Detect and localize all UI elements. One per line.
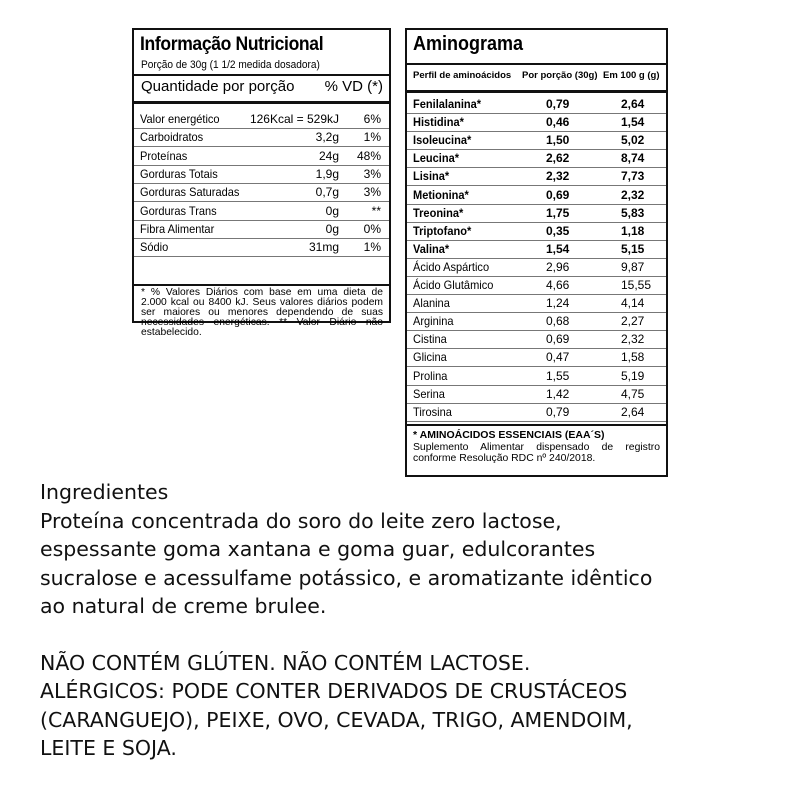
amino-acid-name: Prolina	[413, 368, 448, 383]
nutrient-amount: 24g	[318, 148, 339, 163]
nutrient-label: Proteínas	[140, 148, 188, 163]
amino-acid-per-100g: 5,02	[621, 133, 645, 148]
amino-acid-name: Valina*	[413, 241, 450, 256]
amino-acid-name: Fenilalanina*	[413, 97, 482, 111]
nutrient-daily-value: 3%	[363, 166, 381, 181]
allergen-warning-line: NÃO CONTÉM GLÚTEN. NÃO CONTÉM LACTOSE.	[40, 650, 531, 675]
daily-value-header: % VD (*)	[324, 78, 383, 95]
amino-acid-per-portion: 1,42	[546, 386, 570, 401]
supplement-note: Suplemento Alimentar dispensado de registro conforme Resolução RDC nº 240/2018.	[413, 442, 660, 464]
nutrient-daily-value: 3%	[363, 185, 381, 200]
amino-acid-per-100g: 1,58	[621, 350, 645, 365]
allergen-warning-line: ALÉRGICOS: PODE CONTER DERIVADOS DE CRUSTÁCEOS	[40, 679, 628, 703]
amino-acid-name: Ácido Aspártico	[413, 259, 490, 274]
nutrient-amount: 126Kcal = 529kJ	[249, 112, 339, 126]
aminogram-column-headers	[407, 70, 666, 84]
amino-acid-row	[407, 367, 666, 386]
nutrient-label: Sódio	[140, 240, 169, 255]
amino-acid-per-100g: 2,32	[621, 332, 645, 347]
amino-acid-name: Serina	[413, 386, 445, 401]
amino-acid-row	[407, 312, 666, 331]
spacer	[40, 621, 780, 649]
quantity-header: Quantidade por porção	[141, 78, 295, 95]
amino-acid-per-portion: 1,24	[546, 296, 570, 311]
amino-acid-per-portion: 0,35	[546, 223, 570, 238]
divider	[134, 101, 389, 104]
amino-acid-per-portion: 2,96	[546, 259, 570, 274]
nutrition-row	[134, 165, 389, 184]
amino-acid-per-100g: 1,54	[621, 115, 645, 130]
amino-acid-per-portion: 0,79	[546, 97, 570, 111]
amino-acid-name: Alanina	[413, 296, 450, 311]
nutrition-row	[134, 128, 389, 147]
amino-acid-row	[407, 204, 666, 223]
amino-acid-per-100g: 8,74	[621, 151, 645, 166]
amino-acid-name: Triptofano*	[413, 223, 472, 238]
nutrient-daily-value: 48%	[356, 148, 381, 163]
ingredients-line: sucralose e acessulfame potássico, e aromatizante idêntico	[40, 565, 653, 590]
amino-acid-name: Leucina*	[413, 151, 460, 166]
nutrient-daily-value: 1%	[363, 240, 381, 255]
amino-acid-per-portion: 2,62	[546, 151, 570, 166]
amino-acid-per-portion: 1,55	[546, 368, 570, 383]
ingredients-line: espessante goma xantana e goma guar, edulcorantes	[40, 537, 596, 561]
ingredients-section	[40, 478, 780, 763]
amino-acid-per-portion: 1,50	[546, 133, 570, 148]
amino-acid-per-100g: 2,64	[621, 97, 645, 111]
nutrient-amount: 0,7g	[315, 185, 339, 200]
amino-acid-per-100g: 2,32	[621, 187, 645, 202]
nutrient-label: Carboidratos	[140, 130, 204, 145]
amino-acid-name: Metionina*	[413, 187, 469, 202]
amino-acid-per-portion: 1,54	[546, 241, 570, 256]
amino-acid-row	[407, 258, 666, 277]
divider	[407, 63, 666, 65]
amino-acid-row	[407, 276, 666, 295]
amino-acid-name: Ácido Glutâmico	[413, 278, 494, 292]
amino-acid-row	[407, 186, 666, 205]
amino-acid-per-100g: 2,64	[621, 404, 645, 419]
nutrition-facts-panel	[132, 28, 391, 338]
amino-acid-per-portion: 0,47	[546, 350, 570, 365]
divider	[134, 284, 389, 286]
amino-acid-row	[407, 131, 666, 150]
amino-acid-row	[407, 113, 666, 132]
column-profile: Perfil de aminoácidos	[413, 70, 512, 81]
amino-acid-row	[407, 167, 666, 186]
eaa-note: * AMINOÁCIDOS ESSENCIAIS (EAA´S)	[413, 429, 605, 441]
amino-acid-per-100g: 2,27	[621, 314, 645, 329]
divider	[407, 424, 666, 426]
amino-acid-name: Lisina*	[413, 169, 450, 184]
aminogram-title: Aminograma	[413, 33, 524, 55]
nutrient-label: Gorduras Totais	[140, 166, 218, 181]
amino-acid-name: Cistina	[413, 332, 447, 347]
amino-acid-per-portion: 4,66	[546, 278, 570, 292]
nutrition-row	[134, 202, 389, 221]
amino-acid-row	[407, 240, 666, 259]
amino-acid-row	[407, 222, 666, 241]
amino-acid-per-portion: 0,69	[546, 332, 570, 347]
nutrition-row	[134, 238, 389, 257]
nutrition-row	[134, 110, 389, 129]
amino-acid-per-100g: 4,75	[621, 386, 645, 401]
amino-acid-per-portion: 0,79	[546, 404, 570, 419]
nutrient-label: Gorduras Saturadas	[140, 185, 240, 200]
nutrient-amount: 0g	[325, 221, 339, 236]
ingredients-heading: Ingredientes	[40, 480, 169, 504]
amino-acid-name: Glicina	[413, 350, 447, 365]
amino-acid-row	[407, 95, 666, 114]
nutrient-label: Gorduras Trans	[140, 203, 217, 218]
nutrient-daily-value: 6%	[363, 112, 381, 126]
amino-acid-name: Isoleucina*	[413, 133, 472, 148]
allergen-warning-line: (CARANGUEJO), PEIXE, OVO, CEVADA, TRIGO, AMENDOIM,	[40, 707, 633, 732]
amino-acid-per-portion: 0,68	[546, 314, 570, 329]
amino-acid-per-portion: 0,69	[546, 187, 570, 202]
amino-acid-per-100g: 7,73	[621, 169, 645, 184]
divider	[407, 90, 666, 93]
nutrition-row	[134, 147, 389, 166]
amino-acid-per-portion: 1,75	[546, 205, 570, 220]
column-per-100g: Em 100 g (g)	[603, 70, 660, 81]
amino-acid-per-100g: 5,19	[621, 368, 645, 383]
allergen-warning-line: LEITE E SOJA.	[40, 736, 177, 760]
divider	[134, 74, 389, 76]
nutrient-amount: 0g	[325, 203, 339, 218]
amino-acid-row	[407, 294, 666, 313]
amino-acid-per-100g: 5,83	[621, 205, 645, 220]
amino-acid-per-100g: 9,87	[621, 259, 645, 274]
amino-acid-row	[407, 403, 666, 422]
nutrient-label: Valor energético	[140, 112, 220, 126]
nutrient-amount: 31mg	[308, 240, 339, 255]
nutrient-amount: 1,9g	[315, 166, 339, 181]
nutrition-footnote: * % Valores Diários com base em uma dieta de 2.000 kcal ou 8400 kJ. Seus valores diários podem ser maiores ou menores dependendo de suas necessidades energéticas. ** Valor Diário não estabelecido.	[141, 287, 383, 338]
nutrition-title: Informação Nutricional	[140, 33, 324, 55]
nutrition-row	[134, 220, 389, 239]
serving-size: Porção de 30g (1 1/2 medida dosadora)	[141, 59, 320, 71]
amino-acid-row	[407, 330, 666, 349]
amino-acid-per-portion: 2,32	[546, 169, 570, 184]
nutrient-daily-value: **	[371, 203, 381, 218]
nutrition-row	[134, 183, 389, 202]
ingredients-line: ao natural de creme brulee.	[40, 594, 327, 618]
amino-acid-name: Arginina	[413, 314, 454, 329]
nutrient-amount: 3,2g	[315, 130, 339, 145]
column-per-portion: Por porção (30g)	[522, 70, 598, 81]
amino-acid-per-100g: 1,18	[621, 223, 645, 238]
amino-acid-per-portion: 0,46	[546, 115, 570, 130]
amino-acid-per-100g: 15,55	[621, 278, 652, 292]
nutrient-daily-value: 0%	[363, 221, 381, 236]
amino-acid-name: Histidina*	[413, 115, 464, 130]
amino-acid-row	[407, 149, 666, 168]
amino-acid-name: Tirosina	[413, 404, 452, 419]
amino-acid-per-100g: 4,14	[621, 296, 645, 311]
amino-acid-per-100g: 5,15	[621, 241, 645, 256]
nutrient-daily-value: 1%	[363, 130, 381, 145]
ingredients-line: Proteína concentrada do soro do leite zero lactose,	[40, 508, 562, 533]
amino-acid-row	[407, 348, 666, 367]
amino-acid-row	[407, 385, 666, 404]
amino-acid-name: Treonina*	[413, 205, 464, 220]
nutrient-label: Fibra Alimentar	[140, 221, 215, 236]
aminogram-panel	[405, 28, 668, 477]
